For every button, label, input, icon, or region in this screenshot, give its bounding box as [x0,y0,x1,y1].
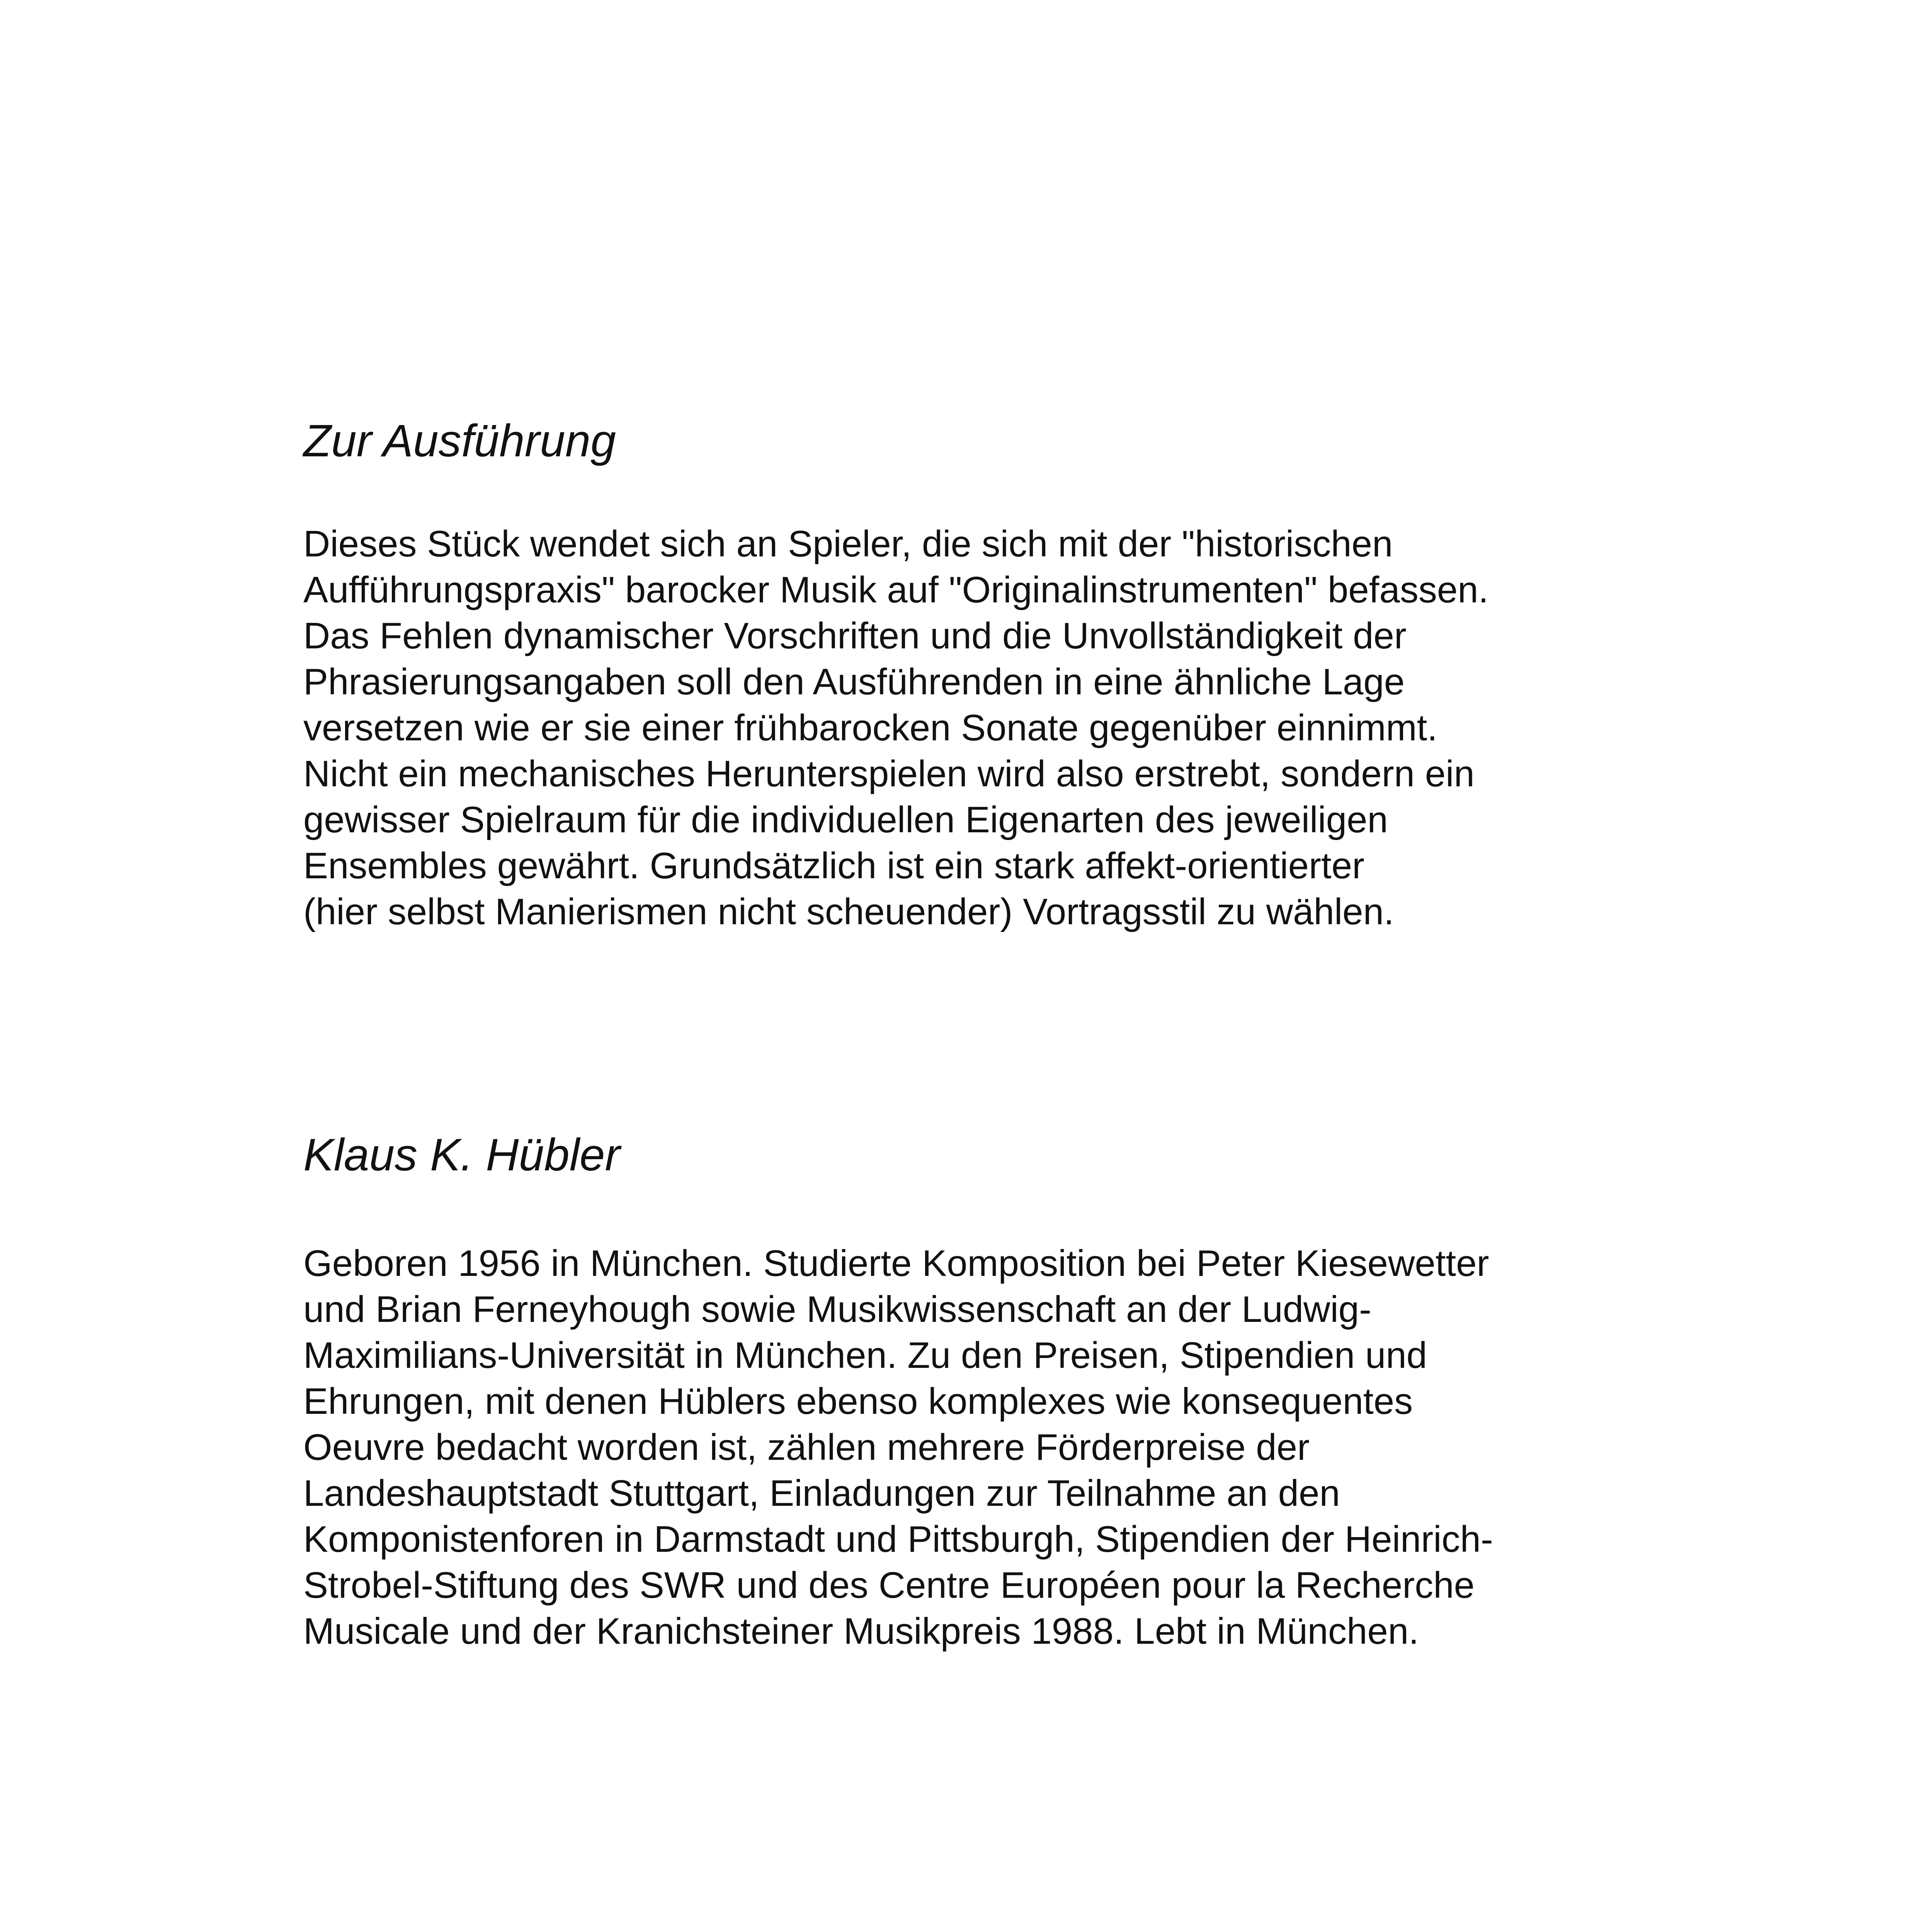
paragraph-line: Nicht ein mechanisches Herunterspielen wird also erstrebt, sondern ein [303,753,1475,794]
paragraph-line: und Brian Ferneyhough sowie Musikwissenschaft an der Ludwig- [303,1289,1372,1330]
paragraph-line: Maximilians-Universität in München. Zu den Preisen, Stipendien und [303,1335,1427,1376]
paragraph-line: Oeuvre bedacht worden ist, zählen mehrere Förderpreise der [303,1427,1310,1468]
section-heading-composer: Klaus K. Hübler [303,1129,620,1180]
paragraph-line: (hier selbst Manierismen nicht scheuender) Vortragsstil zu wählen. [303,891,1394,932]
performance-notes-paragraph [303,521,1488,935]
paragraph-line: Komponistenforen in Darmstadt und Pittsburgh, Stipendien der Heinrich- [303,1519,1493,1560]
composer-biography-paragraph [303,1240,1493,1654]
paragraph-line: Dieses Stück wendet sich an Spieler, die sich mit der "historischen [303,523,1393,565]
paragraph-line: Das Fehlen dynamischer Vorschriften und die Unvollständigkeit der [303,615,1407,656]
paragraph-line: versetzen wie er sie einer frühbarocken Sonate gegenüber einnimmt. [303,707,1437,748]
section-heading-performance-notes: Zur Ausführung [303,415,616,466]
paragraph-line: Geboren 1956 in München. Studierte Komposition bei Peter Kiesewetter [303,1243,1489,1284]
paragraph-line: Landeshauptstadt Stuttgart, Einladungen zur Teilnahme an den [303,1473,1340,1514]
paragraph-line: gewisser Spielraum für die individuellen Eigenarten des jeweiligen [303,799,1388,840]
paragraph-line: Strobel-Stiftung des SWR und des Centre Européen pour la Recherche [303,1565,1475,1606]
paragraph-line: Ensembles gewährt. Grundsätzlich ist ein stark affekt-orientierter [303,845,1365,886]
paragraph-line: Musicale und der Kranichsteiner Musikpreis 1988. Lebt in München. [303,1611,1419,1652]
paragraph-line: Ehrungen, mit denen Hüblers ebenso komplexes wie konsequentes [303,1381,1413,1422]
paragraph-line: Phrasierungsangaben soll den Ausführenden in eine ähnliche Lage [303,661,1405,702]
paragraph-line: Aufführungspraxis" barocker Musik auf "Originalinstrumenten" befassen. [303,569,1489,611]
